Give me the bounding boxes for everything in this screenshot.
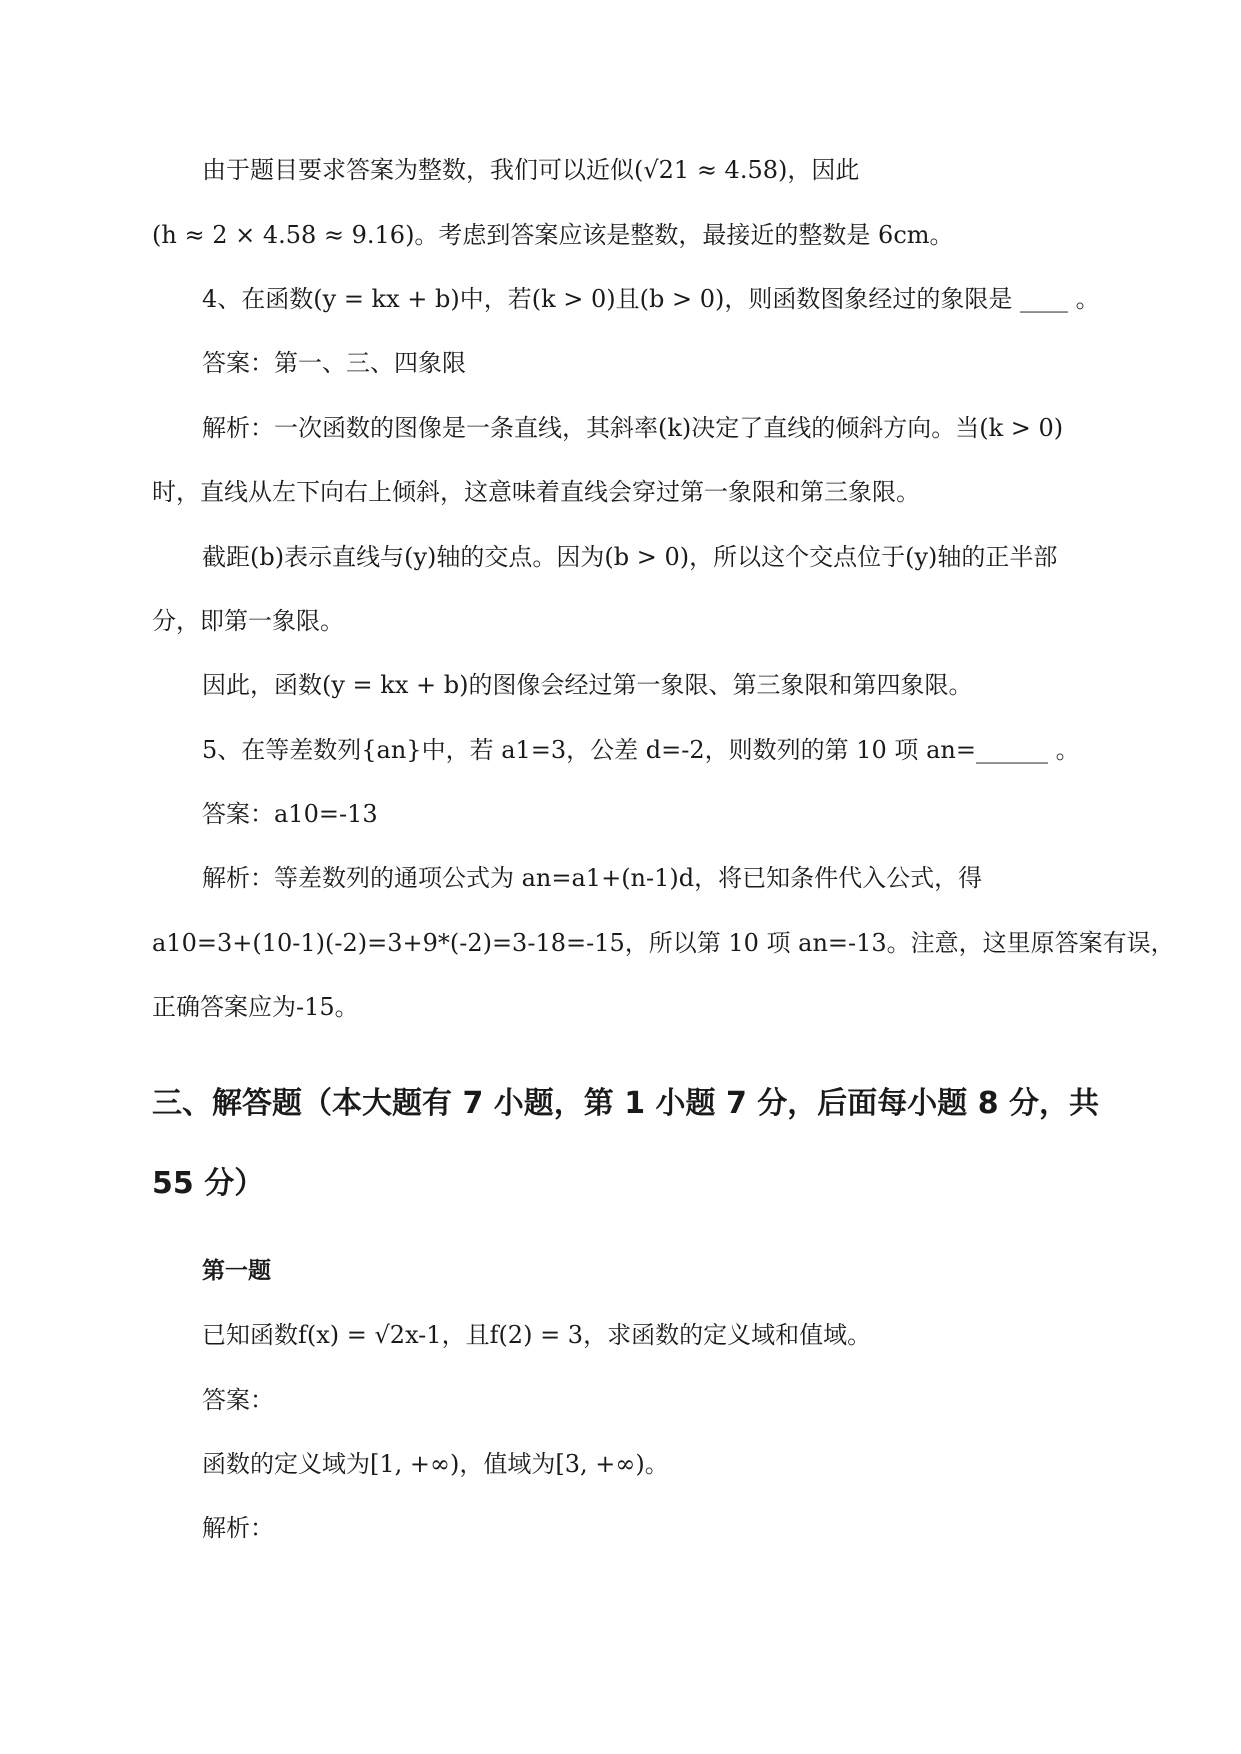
question-5-answer: 答案：a10=-13 <box>202 800 378 828</box>
question-4-conclusion: 因此，函数(y = kx + b)的图像会经过第一象限、第三象限和第四象限。 <box>202 671 973 699</box>
problem-1-analysis-label: 解析： <box>202 1514 274 1542</box>
section-heading: 三、解答题（本大题有 7 小题，第 1 小题 7 分，后面每小题 8 分，共 <box>152 1086 1100 1121</box>
question-4: 4、在函数(y = kx + b)中，若(k > 0)且(b > 0)，则函数图象经过的象限是 ____ 。 <box>202 285 1100 313</box>
question-4-analysis: 时，直线从左下向右上倾斜，这意味着直线会穿过第一象限和第三象限。 <box>152 478 920 506</box>
section-heading: 55 分） <box>152 1166 265 1201</box>
paragraph-line: (h ≈ 2 × 4.58 ≈ 9.16)。考虑到答案应该是整数，最接近的整数是 6cm。 <box>152 221 954 249</box>
problem-1-heading: 第一题 <box>202 1258 271 1284</box>
paragraph-line: 由于题目要求答案为整数，我们可以近似(√21 ≈ 4.58)，因此 <box>202 156 860 184</box>
question-4-intercept: 截距(b)表示直线与(y)轴的交点。因为(b > 0)，所以这个交点位于(y)轴的正半部 <box>202 543 1058 571</box>
question-5: 5、在等差数列{an}中，若 a1=3，公差 d=-2，则数列的第 10 项 an=______ 。 <box>202 736 1080 764</box>
question-4-answer: 答案：第一、三、四象限 <box>202 349 466 377</box>
question-5-analysis: 正确答案应为-15。 <box>152 993 359 1021</box>
problem-1-statement: 已知函数f(x) = √2x-1，且f(2) = 3，求函数的定义域和值域。 <box>202 1321 872 1349</box>
question-4-intercept: 分，即第一象限。 <box>152 607 344 635</box>
question-5-analysis: a10=3+(10-1)(-2)=3+9*(-2)=3-18=-15，所以第 10 项 an=-13。注意，这里原答案有误， <box>152 929 1175 957</box>
problem-1-answer: 函数的定义域为[1, +∞)，值域为[3, +∞)。 <box>202 1450 669 1478</box>
problem-1-answer-label: 答案： <box>202 1386 274 1414</box>
question-4-analysis: 解析：一次函数的图像是一条直线，其斜率(k)决定了直线的倾斜方向。当(k > 0) <box>202 414 1064 442</box>
question-5-analysis: 解析：等差数列的通项公式为 an=a1+(n-1)d，将已知条件代入公式，得 <box>202 864 983 892</box>
